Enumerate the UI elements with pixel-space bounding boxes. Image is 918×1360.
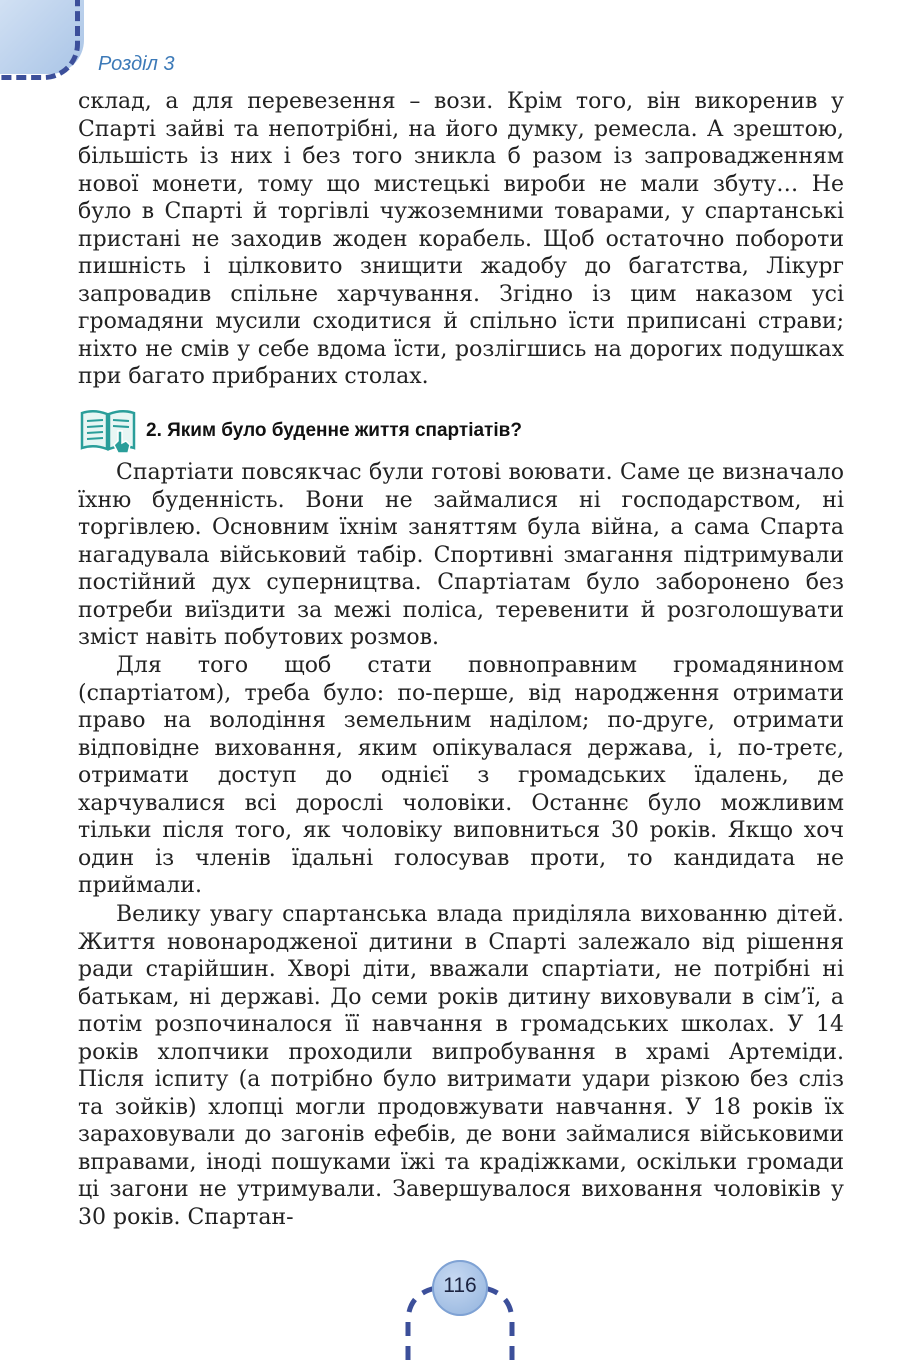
open-book-pointer-icon [78,405,138,455]
question-heading: 2. Яким було буденне життя спартіатів? [146,420,522,441]
corner-dashed-border [0,0,80,80]
paragraph-3: Для того щоб стати повноправним громадянином (спартіатом), треба було: по-перше, від народження отримати право на володіння земельним наділом; по-друге, отримати відповідне виховання, яким опікувалася держава, і, по-третє, отримати доступ до однієї з громадських їдалень, де харчувалися всі дорослі чоловіки. Останнє було можливим тільки після того, як чоловіку виповниться 30 років. Якщо хоч один із членів їдальні голосував проти, то кандидата не приймали. [78,653,844,898]
section-label: Розділ 3 [98,53,175,75]
paragraph-1: склад, а для перевезення – вози. Крім того, він викоренив у Спарті зайві та непотрібні, на його думку, ремесла. А зрештою, більшість із них і без того зникла б разом із запровадженням нової монети, тому що мистецькі вироби не мали збуту… Не було в Спарті й торгівлі чужоземними товарами, у спартанські пристані не заходив жоден корабель. Щоб остаточно побороти пишність і цілковито знищити жадобу до багатства, Лікург запровадив спільне харчування. Згідно із цим наказом усі громадяни мусили сходитися й спільно їсти приписані страви; ніхто не смів у себе вдома їсти, розлігшись на дорогих подушках при багато прибраних столах. [78,89,844,389]
paragraph-2: Спартіати повсякчас були готові воювати. Саме це визначало їхню буденність. Вони не займалися ні господарством, ні торгівлею. Основним їхнім заняттям була війна, а сама Спарта нагадувала військовий табір. Спортивні змагання підтримували постійний дух суперництва. Спартіатам було заборонено без потреби виїздити за межі поліса, теревенити й розголошувати зміст навіть побутових розмов. [78,460,844,650]
paragraph-4: Велику увагу спартанська влада приділяла вихованню дітей. Життя новонародженої дитини в Спарті залежало від рішення ради старійшин. Хворі діти, вважали спартіати, не потрібні ні батькам, ні державі. До семи років дитину виховували в сім’ї, а потім розпочиналося її навчання в громадських школах. У 14 років хлопчики проходили випробування в храмі Артеміди. Після іспиту (а потрібно було витримати удари різкою без сліз та зойків) хлопці могли продовжувати навчання. У 18 років їх зараховували до загонів ефебів, де вони займалися військовими вправами, іноді пошуками їжі та крадіжками, оскільки громади ці загони не утримували. Завершувалося виховання чоловіків у 30 років. Спартан- [78,902,844,1230]
page-number: 116 [443,1274,477,1297]
